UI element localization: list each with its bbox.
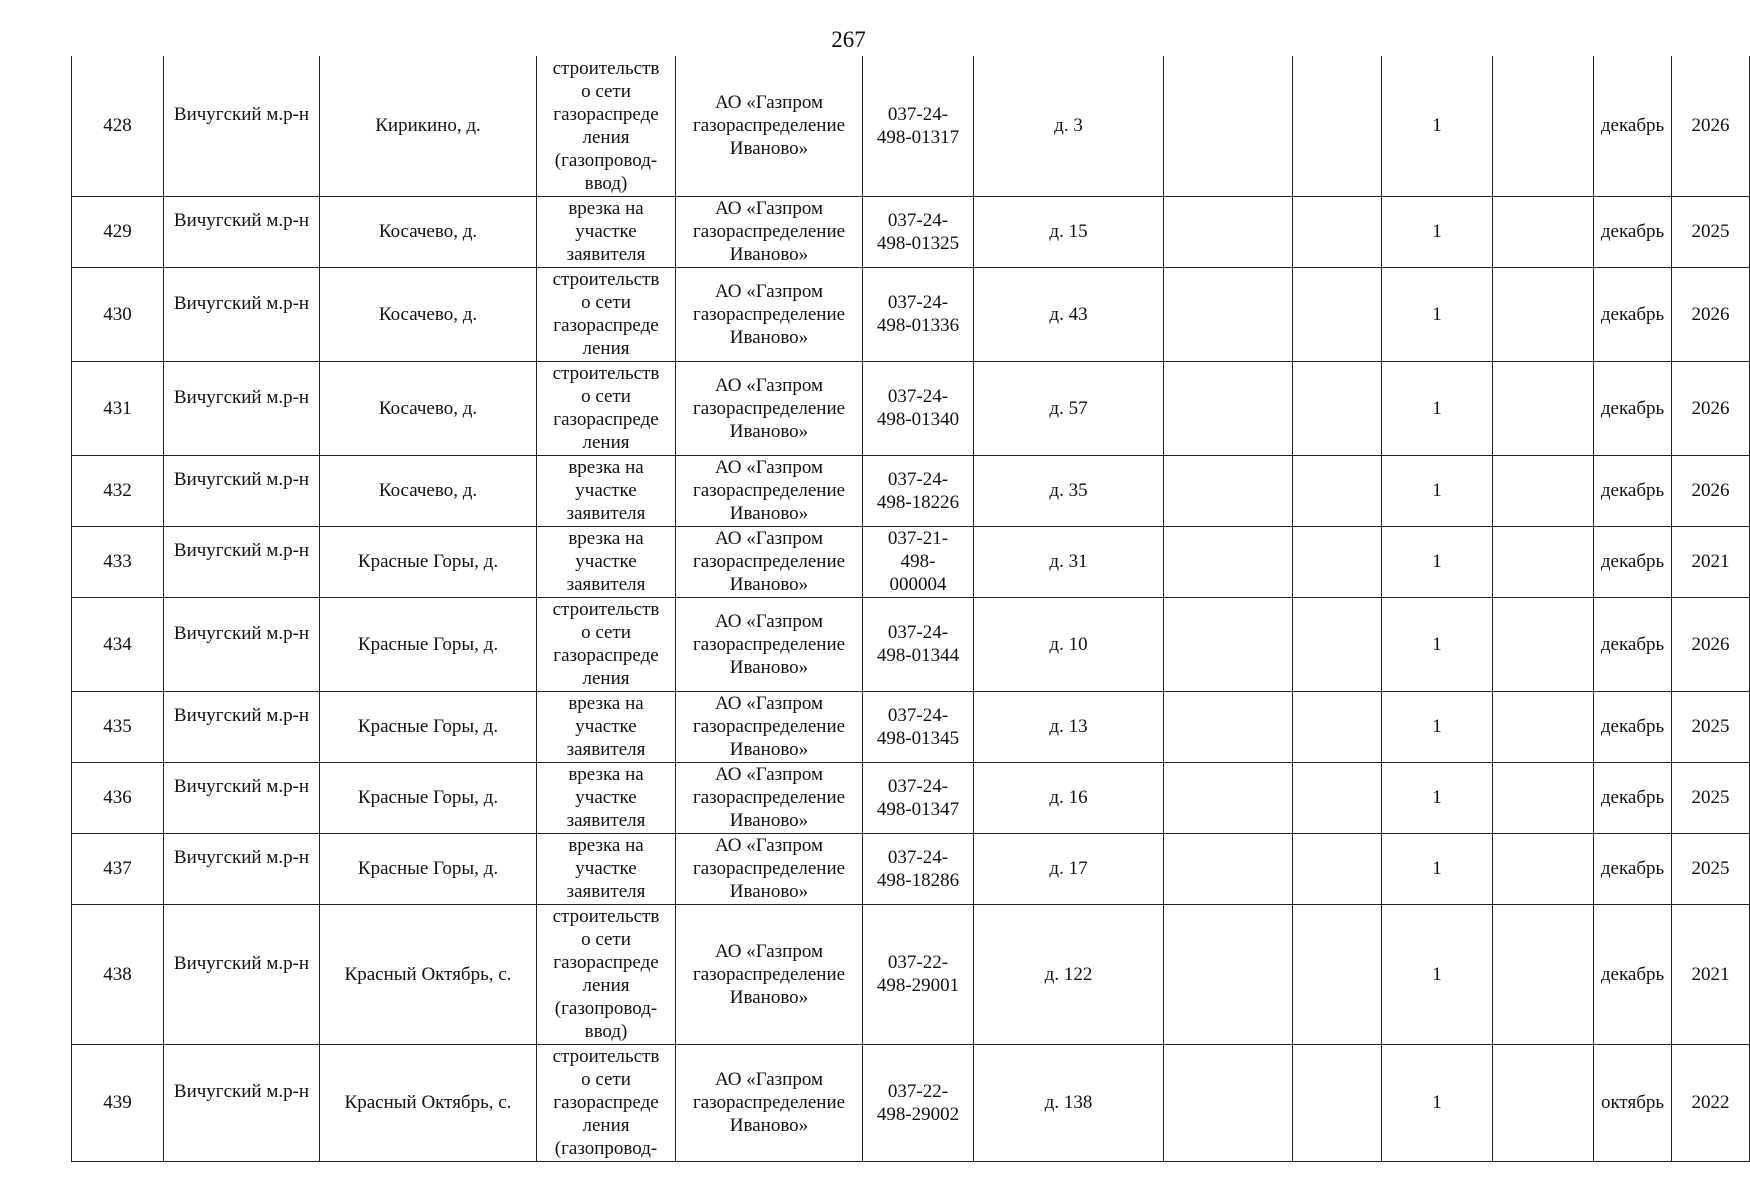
month-cell: октябрь (1594, 1044, 1672, 1161)
page-number: 267 (831, 27, 866, 52)
row-number: 429 (72, 196, 164, 267)
empty-cell (1164, 267, 1293, 361)
month-cell: декабрь (1594, 833, 1672, 904)
empty-cell (1164, 56, 1293, 196)
year-cell: 2026 (1672, 267, 1750, 361)
row-number: 433 (72, 526, 164, 597)
table-row (72, 526, 1750, 597)
empty-cell (1493, 267, 1594, 361)
house-cell: д. 138 (974, 1044, 1164, 1161)
application-code-cell: 037-24- 498-01340 (863, 361, 974, 455)
empty-cell (1293, 762, 1382, 833)
year-cell: 2022 (1672, 1044, 1750, 1161)
row-number: 434 (72, 597, 164, 691)
month-cell: декабрь (1594, 904, 1672, 1044)
quantity-cell: 1 (1382, 526, 1493, 597)
row-number: 439 (72, 1044, 164, 1161)
quantity-cell: 1 (1382, 56, 1493, 196)
house-cell: д. 17 (974, 833, 1164, 904)
application-code-cell: 037-24- 498-01317 (863, 56, 974, 196)
organization-cell: АО «Газпром газораспределение Иваново» (676, 267, 863, 361)
row-number: 430 (72, 267, 164, 361)
year-cell: 2026 (1672, 597, 1750, 691)
organization-cell: АО «Газпром газораспределение Иваново» (676, 526, 863, 597)
table-row (72, 1044, 1750, 1161)
locality-cell: Кирикино, д. (320, 56, 537, 196)
organization-cell: АО «Газпром газораспределение Иваново» (676, 833, 863, 904)
empty-cell (1164, 833, 1293, 904)
house-cell: д. 57 (974, 361, 1164, 455)
district-text: Вичугский м.р-н (173, 1081, 310, 1102)
district-cell (164, 833, 320, 904)
district-cell (164, 597, 320, 691)
application-code-cell: 037-24- 498-18286 (863, 833, 974, 904)
year-cell: 2025 (1672, 196, 1750, 267)
district-cell (164, 526, 320, 597)
empty-cell (1493, 526, 1594, 597)
organization-cell: АО «Газпром газораспределение Иваново» (676, 196, 863, 267)
district-cell (164, 904, 320, 1044)
locality-cell: Красные Горы, д. (320, 691, 537, 762)
row-number: 431 (72, 361, 164, 455)
year-cell: 2026 (1672, 455, 1750, 526)
empty-cell (1493, 196, 1594, 267)
house-cell: д. 35 (974, 455, 1164, 526)
locality-cell: Красный Октябрь, с. (320, 1044, 537, 1161)
empty-cell (1293, 597, 1382, 691)
empty-cell (1164, 762, 1293, 833)
district-cell (164, 762, 320, 833)
empty-cell (1164, 455, 1293, 526)
district-cell (164, 267, 320, 361)
quantity-cell: 1 (1382, 267, 1493, 361)
locality-cell: Красные Горы, д. (320, 833, 537, 904)
month-cell: декабрь (1594, 455, 1672, 526)
application-code-cell: 037-24- 498-18226 (863, 455, 974, 526)
row-number: 428 (72, 56, 164, 196)
empty-cell (1493, 56, 1594, 196)
month-cell: декабрь (1594, 56, 1672, 196)
organization-cell: АО «Газпром газораспределение Иваново» (676, 1044, 863, 1161)
work-type-cell: врезка на участке заявителя (537, 691, 676, 762)
district-text: Вичугский м.р-н (173, 622, 310, 644)
district-cell (164, 455, 320, 526)
empty-cell (1293, 56, 1382, 196)
quantity-cell: 1 (1382, 904, 1493, 1044)
district-text: Вичугский м.р-н (173, 847, 310, 868)
district-text: Вичугский м.р-н (173, 952, 310, 974)
empty-cell (1164, 1044, 1293, 1161)
gasification-table (71, 56, 1750, 1162)
empty-cell (1164, 526, 1293, 597)
empty-cell (1493, 762, 1594, 833)
district-text: Вичугский м.р-н (173, 386, 310, 408)
district-cell (164, 691, 320, 762)
empty-cell (1293, 904, 1382, 1044)
house-cell: д. 16 (974, 762, 1164, 833)
month-cell: декабрь (1594, 361, 1672, 455)
application-code-cell: 037-24- 498-01344 (863, 597, 974, 691)
empty-cell (1293, 361, 1382, 455)
district-text: Вичугский м.р-н (173, 540, 310, 561)
quantity-cell: 1 (1382, 597, 1493, 691)
district-cell (164, 1044, 320, 1161)
house-cell: д. 10 (974, 597, 1164, 691)
work-type-cell: врезка на участке заявителя (537, 762, 676, 833)
organization-cell: АО «Газпром газораспределение Иваново» (676, 56, 863, 196)
house-cell: д. 31 (974, 526, 1164, 597)
table-row (72, 691, 1750, 762)
work-type-cell: врезка на участке заявителя (537, 455, 676, 526)
locality-cell: Косачево, д. (320, 361, 537, 455)
house-cell: д. 15 (974, 196, 1164, 267)
district-cell (164, 196, 320, 267)
empty-cell (1164, 904, 1293, 1044)
district-text: Вичугский м.р-н (173, 210, 310, 231)
organization-cell: АО «Газпром газораспределение Иваново» (676, 904, 863, 1044)
empty-cell (1164, 691, 1293, 762)
row-number: 437 (72, 833, 164, 904)
locality-cell: Красные Горы, д. (320, 526, 537, 597)
table-row (72, 361, 1750, 455)
application-code-cell: 037-24- 498-01345 (863, 691, 974, 762)
table-row (72, 455, 1750, 526)
house-cell: д. 13 (974, 691, 1164, 762)
year-cell: 2021 (1672, 526, 1750, 597)
house-cell: д. 3 (974, 56, 1164, 196)
locality-cell: Косачево, д. (320, 455, 537, 526)
empty-cell (1493, 1044, 1594, 1161)
work-type-cell: строительств о сети газораспреде ления (537, 267, 676, 361)
organization-cell: АО «Газпром газораспределение Иваново» (676, 691, 863, 762)
month-cell: декабрь (1594, 267, 1672, 361)
month-cell: декабрь (1594, 196, 1672, 267)
locality-cell: Красный Октябрь, с. (320, 904, 537, 1044)
application-code-cell: 037-24- 498-01347 (863, 762, 974, 833)
locality-cell: Косачево, д. (320, 267, 537, 361)
quantity-cell: 1 (1382, 1044, 1493, 1161)
house-cell: д. 122 (974, 904, 1164, 1044)
year-cell: 2025 (1672, 762, 1750, 833)
application-code-cell: 037-22- 498-29002 (863, 1044, 974, 1161)
empty-cell (1164, 597, 1293, 691)
application-code-cell: 037-24- 498-01325 (863, 196, 974, 267)
table-row (72, 904, 1750, 1044)
empty-cell (1493, 833, 1594, 904)
district-text: Вичугский м.р-н (173, 705, 310, 726)
quantity-cell: 1 (1382, 691, 1493, 762)
year-cell: 2021 (1672, 904, 1750, 1044)
organization-cell: АО «Газпром газораспределение Иваново» (676, 597, 863, 691)
district-text: Вичугский м.р-н (173, 292, 310, 314)
row-number: 436 (72, 762, 164, 833)
work-type-cell: врезка на участке заявителя (537, 833, 676, 904)
quantity-cell: 1 (1382, 833, 1493, 904)
locality-cell: Красные Горы, д. (320, 762, 537, 833)
year-cell: 2025 (1672, 833, 1750, 904)
empty-cell (1293, 1044, 1382, 1161)
table-row (72, 762, 1750, 833)
application-code-cell: 037-22- 498-29001 (863, 904, 974, 1044)
empty-cell (1293, 455, 1382, 526)
organization-cell: АО «Газпром газораспределение Иваново» (676, 455, 863, 526)
table-row (72, 833, 1750, 904)
row-number: 432 (72, 455, 164, 526)
work-type-cell: строительств о сети газораспреде ления (газопровод- (537, 1044, 676, 1161)
table-row (72, 196, 1750, 267)
month-cell: декабрь (1594, 526, 1672, 597)
work-type-cell: врезка на участке заявителя (537, 196, 676, 267)
empty-cell (1293, 691, 1382, 762)
work-type-cell: строительств о сети газораспреде ления (537, 361, 676, 455)
year-cell: 2025 (1672, 691, 1750, 762)
month-cell: декабрь (1594, 691, 1672, 762)
house-cell: д. 43 (974, 267, 1164, 361)
table-row (72, 267, 1750, 361)
row-number: 438 (72, 904, 164, 1044)
quantity-cell: 1 (1382, 196, 1493, 267)
quantity-cell: 1 (1382, 455, 1493, 526)
empty-cell (1164, 361, 1293, 455)
empty-cell (1493, 361, 1594, 455)
table-body (72, 56, 1750, 1161)
year-cell: 2026 (1672, 361, 1750, 455)
month-cell: декабрь (1594, 762, 1672, 833)
locality-cell: Красные Горы, д. (320, 597, 537, 691)
organization-cell: АО «Газпром газораспределение Иваново» (676, 762, 863, 833)
row-number: 435 (72, 691, 164, 762)
quantity-cell: 1 (1382, 762, 1493, 833)
empty-cell (1293, 267, 1382, 361)
organization-cell: АО «Газпром газораспределение Иваново» (676, 361, 863, 455)
district-text: Вичугский м.р-н (173, 776, 310, 797)
empty-cell (1493, 597, 1594, 691)
district-cell (164, 56, 320, 196)
month-cell: декабрь (1594, 597, 1672, 691)
empty-cell (1493, 691, 1594, 762)
empty-cell (1293, 196, 1382, 267)
empty-cell (1293, 526, 1382, 597)
empty-cell (1164, 196, 1293, 267)
quantity-cell: 1 (1382, 361, 1493, 455)
work-type-cell: строительств о сети газораспреде ления (537, 597, 676, 691)
application-code-cell: 037-21- 498- 000004 (863, 526, 974, 597)
empty-cell (1493, 904, 1594, 1044)
district-text: Вичугский м.р-н (173, 469, 310, 490)
table-row (72, 56, 1750, 196)
work-type-cell: строительств о сети газораспреде ления (газопровод- ввод) (537, 56, 676, 196)
table-row (72, 597, 1750, 691)
locality-cell: Косачево, д. (320, 196, 537, 267)
district-text: Вичугский м.р-н (173, 104, 310, 126)
work-type-cell: врезка на участке заявителя (537, 526, 676, 597)
district-cell (164, 361, 320, 455)
application-code-cell: 037-24- 498-01336 (863, 267, 974, 361)
work-type-cell: строительств о сети газораспреде ления (газопровод- ввод) (537, 904, 676, 1044)
year-cell: 2026 (1672, 56, 1750, 196)
empty-cell (1293, 833, 1382, 904)
empty-cell (1493, 455, 1594, 526)
